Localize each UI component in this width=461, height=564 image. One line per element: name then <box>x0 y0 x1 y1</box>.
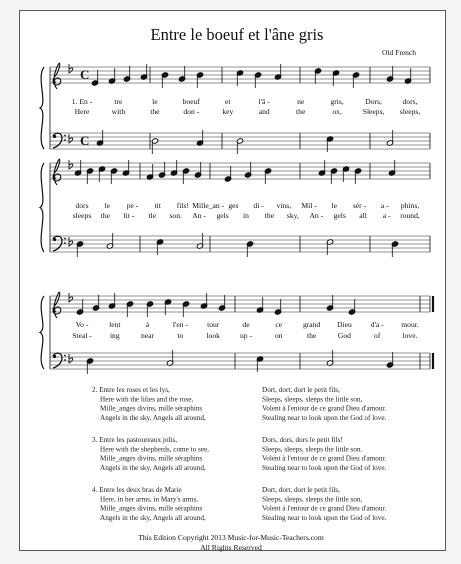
song-title: Entre le boeuf et l'âne gris <box>150 25 324 44</box>
lyric-syllable-fr: le <box>152 97 158 106</box>
bass-clef-dot <box>64 355 66 357</box>
lyric-syllable-en: tle <box>148 211 157 220</box>
verse-line-left: 4. Entre les deux bras de Marie <box>92 486 182 494</box>
lyric-syllable-en: in <box>243 211 249 220</box>
lyric-syllable-en: don - <box>183 107 200 116</box>
lyric-syllable-fr: Vo - <box>75 320 89 329</box>
verse-line-right: Volent à l'entour de ce grand Dieu d'amour. <box>262 504 387 513</box>
verse-line-right: Volent à l'entour de ce grand Dieu d'amour. <box>262 454 387 463</box>
verse-line-right: Stealing near to look upon the God of love. <box>262 413 387 422</box>
time-signature: C <box>80 67 90 82</box>
lyric-syllable-fr: vins, <box>276 201 292 210</box>
lyric-syllable-fr: Mille_an - <box>192 201 225 210</box>
verse-line-right: Stealing near to look upon the God of love. <box>262 463 387 472</box>
lyric-syllable-fr: tour <box>207 320 220 329</box>
verse-line-left: Here with the lilies and the rose, <box>100 395 194 404</box>
lyric-syllable-fr: di - <box>253 201 264 210</box>
lyric-syllable-fr: le <box>104 201 110 210</box>
verse-line-right: Dort, dort, dort le petit fils, <box>262 386 340 394</box>
lyric-syllable-en: the <box>296 107 306 116</box>
lyric-syllable-fr: sér - <box>352 201 367 210</box>
lyric-syllable-en: and <box>258 107 270 116</box>
lyric-syllable-en: sleeps <box>72 211 92 220</box>
lyric-syllable-en: ox, <box>332 107 342 116</box>
lyric-syllable-en: lit - <box>123 211 135 220</box>
verse-line-left: Mille_anges divins, mille séraphins <box>100 504 203 513</box>
verse-line-right: Sleeps, sleeps, sleeps the little son, <box>262 495 363 504</box>
lyric-syllable-fr: ce <box>275 320 283 329</box>
lyric-syllable-en: Steal - <box>72 331 92 340</box>
lyric-syllable-en: sleeps, <box>399 107 421 116</box>
lyric-syllable-en: the <box>100 211 111 220</box>
lyric-syllable-en: round, <box>400 211 420 220</box>
lyric-syllable-en: gels <box>333 211 346 220</box>
lyric-syllable-fr: de <box>242 320 250 329</box>
bass-clef-dot <box>53 238 56 241</box>
bass-clef-dot <box>64 238 66 240</box>
lyric-syllable-fr: tit <box>154 201 161 210</box>
lyric-syllable-en: a - <box>382 211 391 220</box>
lyric-syllable-fr: phins, <box>400 201 420 210</box>
lyric-syllable-en: son. <box>169 211 182 220</box>
footer-rights: All Rights Reserved <box>200 543 262 552</box>
lyric-syllable-fr: pe - <box>126 201 139 210</box>
lyric-syllable-en: Sleeps, <box>362 107 385 116</box>
bass-clef-dot <box>53 135 56 138</box>
lyric-syllable-en: the <box>264 211 275 220</box>
verse-line-left: 2. Entre les roses et les lys, <box>92 386 170 394</box>
lyric-syllable-fr: a - <box>380 201 389 210</box>
bass-clef-dot <box>53 355 56 358</box>
lyric-syllable-fr: tre <box>114 97 123 106</box>
verse-line-right: Sleeps, sleeps, sleeps the little son, <box>262 395 363 404</box>
lyric-syllable-fr: gris, <box>330 97 344 106</box>
lyric-syllable-fr: l'en - <box>172 320 188 329</box>
lyric-syllable-en: with <box>111 107 126 116</box>
lyric-syllable-fr: ges <box>228 201 239 210</box>
lyric-syllable-fr: boeuf <box>182 97 200 106</box>
lyric-syllable-en: love. <box>402 331 418 340</box>
lyric-syllable-en: key <box>222 107 234 116</box>
lyric-syllable-en: ing <box>109 331 120 340</box>
lyric-syllable-fr: grand <box>302 320 321 329</box>
lyric-syllable-en: on <box>275 331 283 340</box>
lyric-syllable-en: An - <box>309 211 324 220</box>
bass-clef-dot <box>64 139 66 141</box>
lyric-syllable-fr: et <box>225 97 231 106</box>
lyric-syllable-en: Here <box>74 107 90 116</box>
lyric-syllable-fr: à <box>145 320 150 329</box>
lyric-syllable-en: up - <box>239 331 253 340</box>
verse-line-left: Here, in her arms, in Mary's arms, <box>100 495 199 504</box>
footer-copyright: This Edition Copyright 2013 Music-for-Music-Teachers.com <box>138 533 324 542</box>
lyric-syllable-en: look <box>206 331 220 340</box>
verse-line-left: Angels in the sky, Angels all around, <box>100 513 206 522</box>
verse-line-right: Stealing near to look upon the God of love. <box>262 513 387 522</box>
verse-line-right: Dors, dors, dors le petit fils! <box>262 436 343 444</box>
composer-credit: Old French <box>382 48 416 57</box>
verse-line-right: Sleeps, sleeps, sleeps the little son. <box>262 445 363 454</box>
lyric-syllable-fr: dors, <box>402 97 418 106</box>
verse-line-left: 3. Entre les pastoureaux jolis, <box>92 436 178 444</box>
bass-clef-dot <box>64 242 66 244</box>
lyric-syllable-en: the <box>150 107 160 116</box>
lyric-syllable-en: gels <box>216 211 229 220</box>
verse-line-left: Angels in the sky, Angels all around, <box>100 463 206 472</box>
verse-line-right: Volent à l'entour de ce grand Dieu d'amour. <box>262 404 387 413</box>
lyric-syllable-fr: dors <box>75 201 89 210</box>
lyric-syllable-en: all <box>359 211 367 220</box>
lyric-syllable-fr: l'â - <box>258 97 270 106</box>
lyric-syllable-fr: lent <box>109 320 121 329</box>
lyric-syllable-en: of <box>374 331 381 340</box>
verse-line-left: Mille_anges divins, mille séraphins <box>100 454 203 463</box>
lyric-syllable-fr: fils! <box>176 201 190 210</box>
lyric-syllable-en: An - <box>192 211 206 220</box>
lyric-syllable-en: to <box>177 331 184 340</box>
lyric-syllable-fr: Dieu <box>337 320 352 329</box>
lyric-syllable-fr: le <box>331 201 338 210</box>
lyric-syllable-en: sky, <box>286 211 299 220</box>
lyric-syllable-en: God <box>337 331 351 340</box>
lyric-syllable-fr: Mil - <box>301 201 317 210</box>
verse-line-right: Dort, dort, dort le petit fils, <box>262 486 340 494</box>
lyric-syllable-fr: ne <box>297 97 305 106</box>
time-signature: C <box>80 133 90 148</box>
lyric-syllable-fr: Dors, <box>365 97 382 106</box>
verse-line-left: Angels in the sky, Angels all around, <box>100 413 206 422</box>
bass-clef-dot <box>64 135 66 137</box>
lyric-syllable-fr: 1. En - <box>71 97 93 106</box>
lyric-syllable-en: near <box>141 331 155 340</box>
lyric-syllable-en: the <box>306 331 317 340</box>
lyric-syllable-fr: d'a - <box>370 320 384 329</box>
lyric-syllable-fr: mour. <box>401 320 419 329</box>
verse-line-left: Here with the shepherds, come to see, <box>100 445 209 454</box>
verse-line-left: Mille_anges divins, mille séraphins <box>100 404 203 413</box>
bass-clef-dot <box>64 359 66 361</box>
